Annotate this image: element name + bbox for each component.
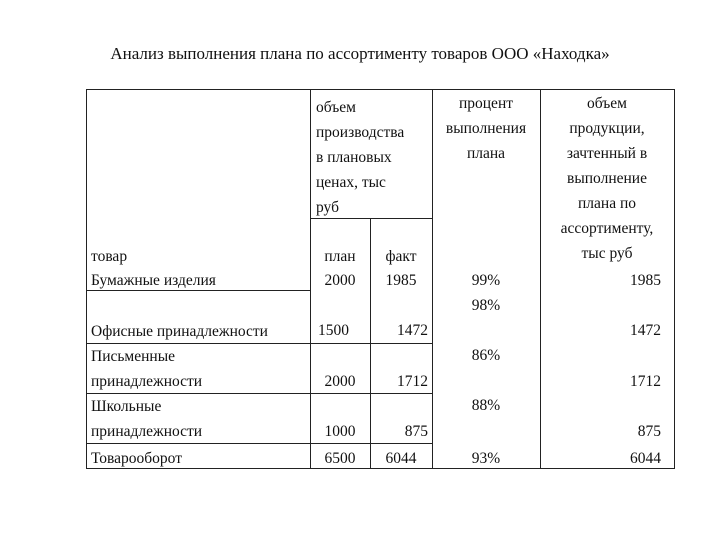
header-volume-line-1: объем: [316, 99, 356, 116]
volume-header-underline: [310, 218, 432, 219]
header-volume-line-4: ценах, тыс: [316, 174, 386, 191]
row-2-fact: 1472: [397, 322, 428, 339]
row-4-credited: 875: [637, 423, 661, 440]
row-4-fact: 875: [404, 423, 428, 440]
row-3-credited: 1712: [630, 373, 661, 390]
row-rule-2: [86, 393, 433, 394]
row-2-name: Офисные принадлежности: [91, 323, 268, 340]
header-credited-line-4: выполнение: [567, 170, 647, 187]
header-percent-line-3: плана: [466, 145, 506, 162]
header-credited-line-5: плана по: [577, 195, 636, 212]
header-volume-line-2: производства: [316, 124, 405, 141]
row-2-percent: 98%: [471, 297, 501, 314]
header-credited-line-2: продукции,: [569, 120, 645, 137]
header-credited-line-6: ассортименту,: [560, 220, 654, 237]
table-border-right: [674, 89, 675, 469]
header-volume-line-3: в плановых: [316, 149, 392, 166]
row-1-fact: 1985: [385, 272, 417, 289]
header-plan: план: [324, 248, 356, 265]
row-5-plan: 6500: [324, 450, 356, 467]
table-border-bottom: [86, 468, 675, 469]
row-5-fact: 6044: [385, 450, 417, 467]
row-3-plan: 2000: [324, 373, 356, 390]
header-product: товар: [91, 248, 128, 265]
row-2-plan: 1500: [318, 322, 349, 339]
row-3-name-line-1: Письменные: [91, 348, 176, 365]
row-4-name-line-1: Школьные: [91, 398, 162, 415]
row-3-percent: 86%: [471, 347, 501, 364]
header-credited-line-7: тыс руб: [581, 245, 633, 262]
page-title: Анализ выполнения плана по ассортименту товаров ООО «Находка»: [110, 44, 610, 63]
row-5-credited: 6044: [630, 450, 661, 467]
row-4-plan: 1000: [324, 423, 356, 440]
row-3-fact: 1712: [397, 373, 428, 390]
header-bottom-rule: [86, 290, 311, 291]
header-volume-line-5: руб: [316, 199, 339, 216]
row-1-credited: 1985: [630, 272, 661, 289]
row-1-name: Бумажные изделия: [91, 272, 216, 289]
row-1-percent: 99%: [471, 272, 501, 289]
header-percent-line-1: процент: [458, 95, 514, 112]
header-fact: факт: [385, 248, 417, 265]
row-rule-3: [86, 443, 433, 444]
header-percent-line-2: выполнения: [445, 120, 527, 137]
row-4-percent: 88%: [471, 397, 501, 414]
row-3-name-line-2: принадлежности: [91, 373, 203, 390]
row-1-plan: 2000: [324, 272, 356, 289]
header-credited-line-3: зачтенный в: [566, 145, 648, 162]
table-border-left: [86, 89, 87, 469]
table-border-top: [86, 89, 675, 90]
row-4-name-line-2: принадлежности: [91, 423, 203, 440]
row-5-percent: 93%: [471, 450, 501, 467]
header-credited-line-1: объем: [587, 95, 627, 112]
row-5-name: Товарооборот: [91, 450, 183, 467]
row-rule-1: [86, 343, 433, 344]
row-2-credited: 1472: [630, 322, 661, 339]
